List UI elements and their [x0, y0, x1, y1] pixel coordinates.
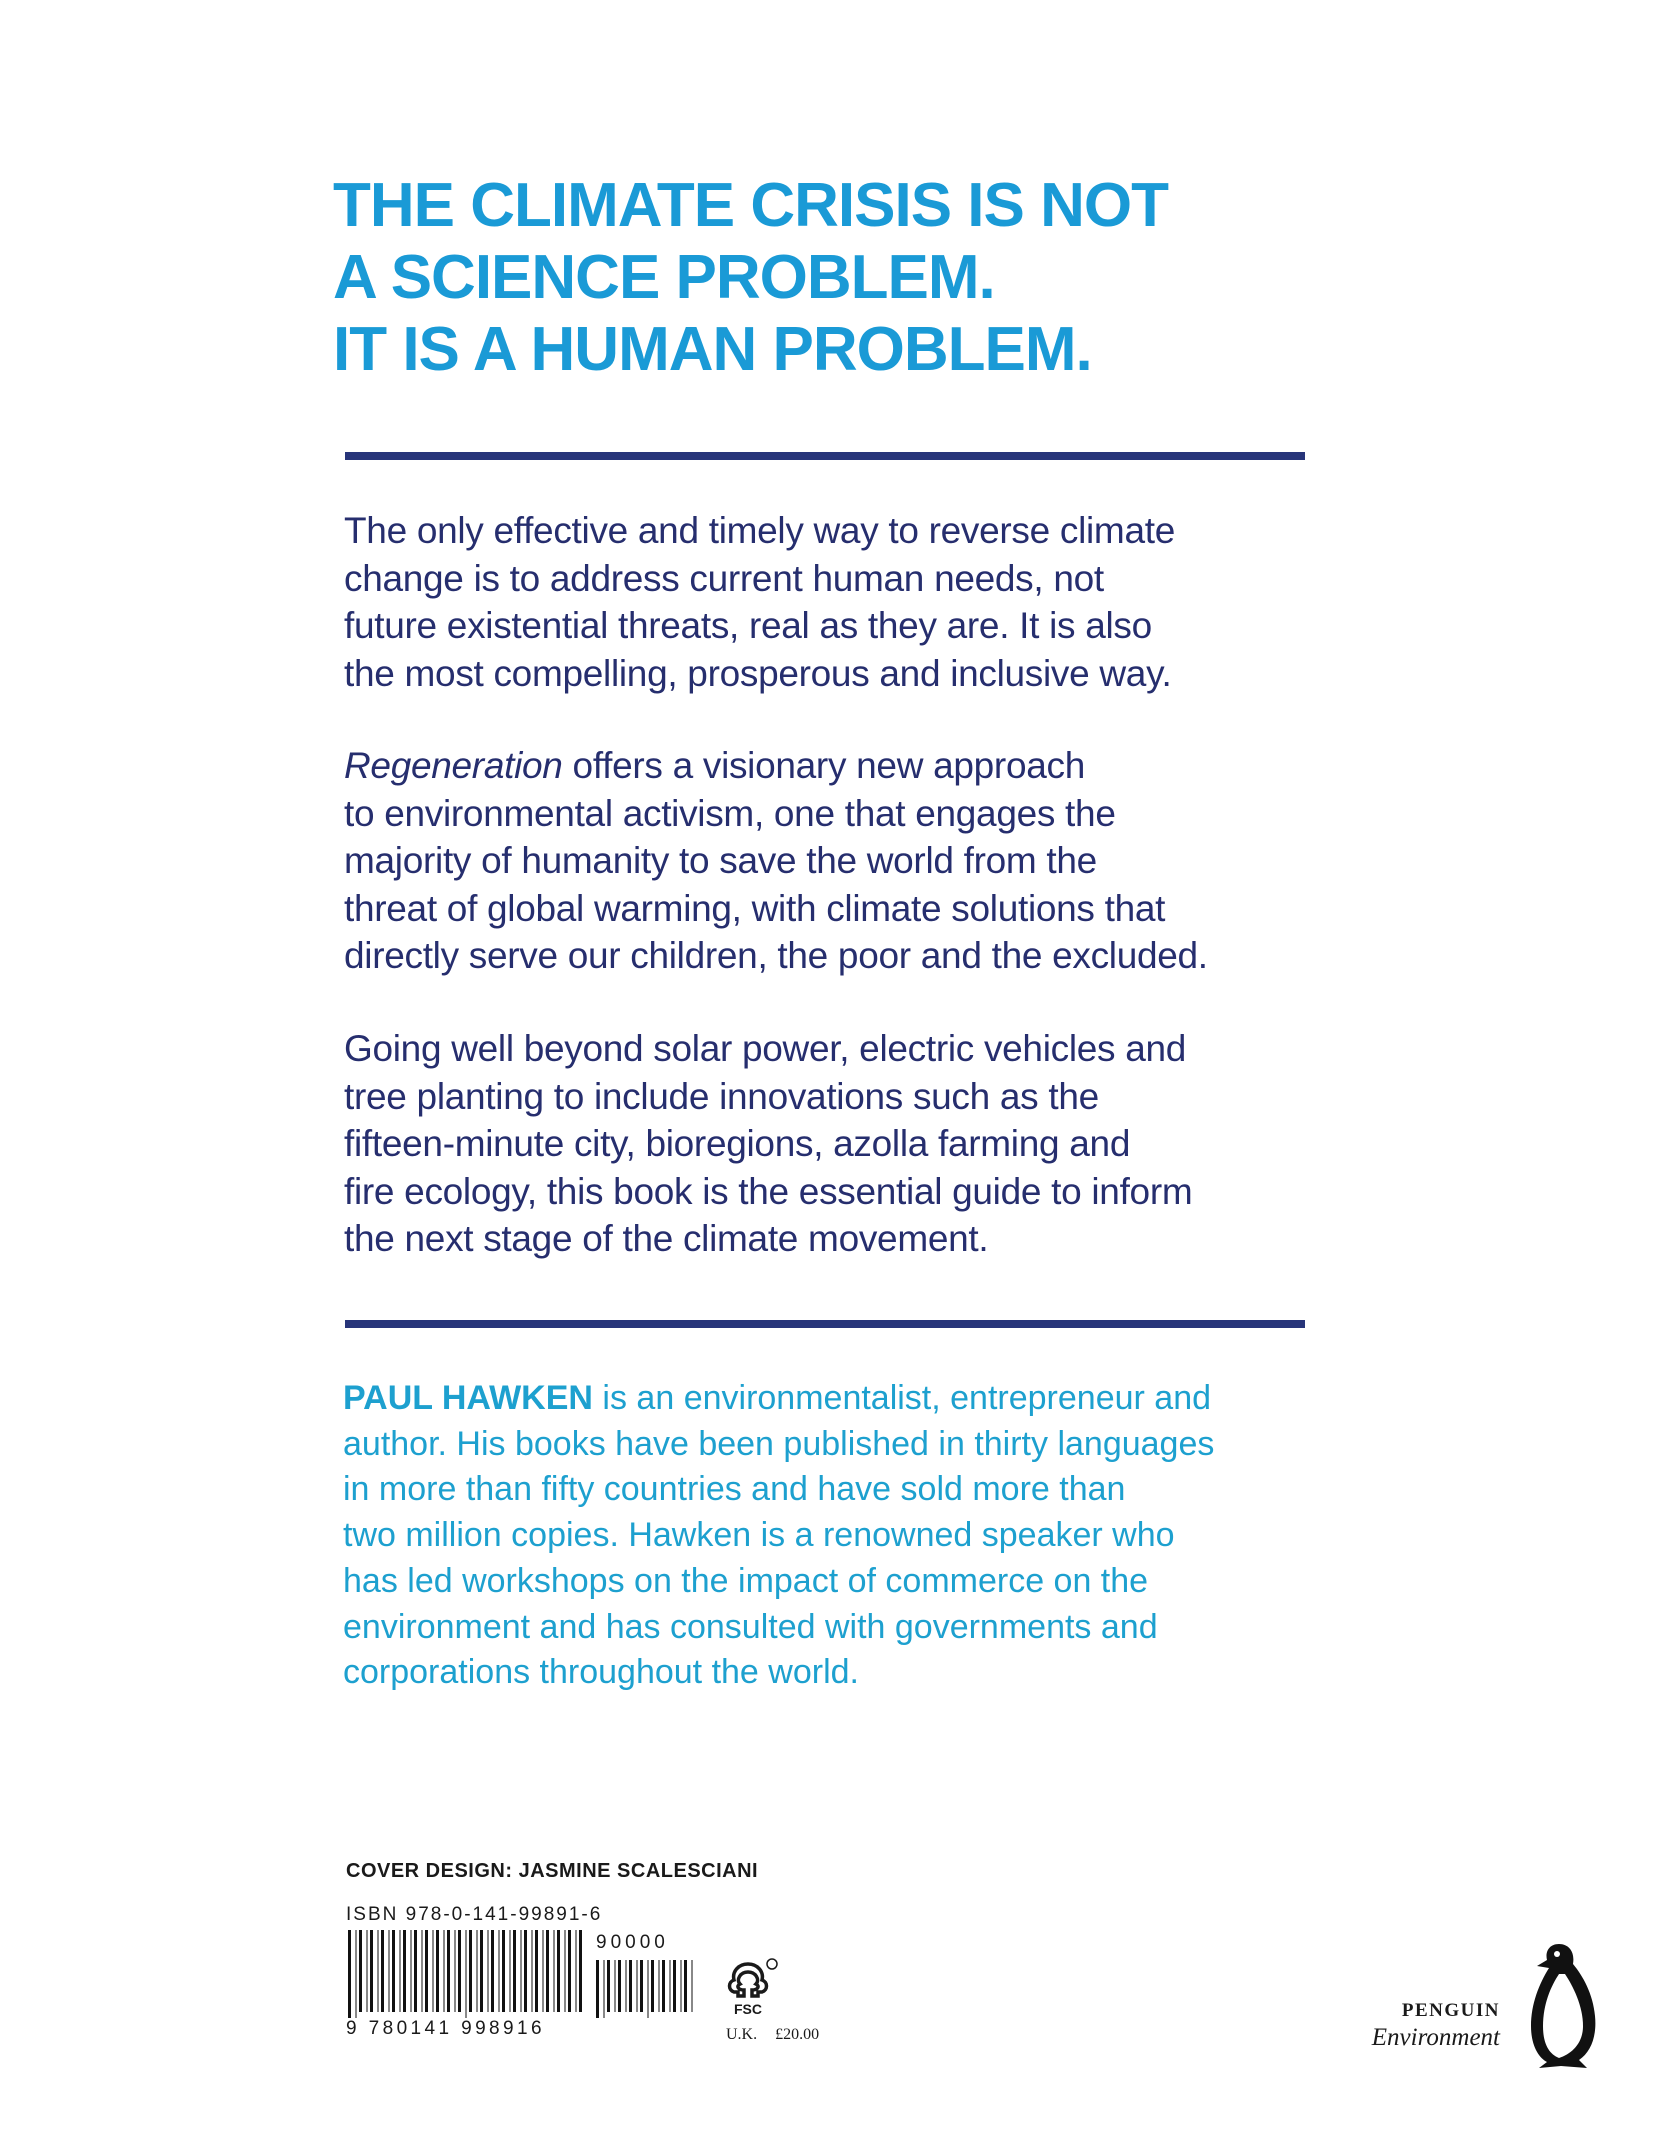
headline-line-2: A SCIENCE PROBLEM. [333, 243, 995, 312]
barcode-bar [469, 1930, 472, 2012]
barcode-bar [568, 1930, 571, 2012]
paragraph-1 [344, 507, 1304, 697]
barcode-bar [684, 1960, 687, 2012]
barcode-bar [458, 1930, 461, 2012]
paragraph-2-line: threat of global warming, with climate solutions that [344, 887, 1166, 929]
penguin-logo-icon [1525, 1940, 1601, 2070]
ean-barcode [346, 1930, 586, 2018]
barcode-bar [626, 1960, 627, 2012]
barcode-bar [381, 1930, 384, 2012]
paragraph-3-line: fire ecology, this book is the essential guide to inform [344, 1170, 1193, 1212]
barcode-bar [637, 1960, 638, 2012]
bio-line: environment and has consulted with governments and [343, 1607, 1158, 1646]
paragraph-3 [344, 1025, 1304, 1263]
barcode-bar [356, 1930, 357, 2018]
publisher-imprint: Environment [1371, 2024, 1500, 2051]
barcode-bar [370, 1930, 373, 2012]
barcode-bar [502, 1930, 505, 2012]
ean-barcode-digits: 9 780141 998916 [346, 2018, 545, 2039]
paragraph-3-line: tree planting to include innovations such as the [344, 1075, 1099, 1117]
barcode-bar [499, 1930, 500, 2012]
barcode-bar [607, 1960, 610, 2012]
barcode-bar [425, 1930, 428, 2012]
paragraph-3-line: fifteen-minute city, bioregions, azolla farming and [344, 1123, 1131, 1164]
barcode-bar [681, 1960, 682, 2012]
barcode-bar [400, 1930, 401, 2012]
barcode-bar [532, 1930, 533, 2012]
paragraph-1-line: The only effective and timely way to reverse climate [344, 510, 1175, 551]
barcode-bar [557, 1930, 560, 2012]
barcode-bar [659, 1960, 660, 2012]
barcode-bar [414, 1930, 417, 2012]
barcode-bar [359, 1930, 362, 2012]
barcode-bar [447, 1930, 450, 2012]
barcode-bar [648, 1960, 649, 2018]
barcode-bar [433, 1930, 434, 2012]
top-divider [345, 452, 1305, 460]
barcode-bar [436, 1930, 439, 2012]
barcode-bar [543, 1930, 544, 2012]
publisher-name: PENGUIN [1401, 2000, 1500, 2021]
barcode-bar [546, 1930, 549, 2012]
book-title: Regeneration [344, 745, 563, 786]
barcode-bar [466, 1930, 467, 2018]
price: U.K. £20.00 [726, 2026, 820, 2043]
barcode-bar [579, 1930, 582, 2012]
barcode-bar [662, 1960, 665, 2012]
barcode-bar [615, 1960, 616, 2012]
barcode-bar [477, 1930, 478, 2012]
barcode-bar [422, 1930, 423, 2012]
barcode-bar [455, 1930, 456, 2012]
paragraph-1-line: change is to address current human needs, not [344, 557, 1104, 599]
paragraph-2-line: to environmental activism, one that engages the [344, 792, 1116, 834]
barcode-bar [411, 1930, 412, 2012]
paragraph-2-line: Regeneration offers a visionary new approach [344, 745, 1085, 786]
barcode-bar [480, 1930, 483, 2012]
barcode-bar [389, 1930, 390, 2012]
bio-line: two million copies. Hawken is a renowned speaker who [343, 1516, 1175, 1555]
publisher-mark [1350, 2000, 1500, 2052]
barcode-bar [651, 1960, 654, 2012]
author-bio [343, 1376, 1323, 1696]
fsc-logo-icon [716, 1956, 780, 2020]
paragraph-3-line: the next stage of the climate movement. [344, 1218, 989, 1259]
headline [333, 170, 1383, 386]
bio-line: PAUL HAWKEN is an environmentalist, entrepreneur and [343, 1379, 1212, 1417]
barcode-bar [673, 1960, 676, 2012]
barcode-bar [378, 1930, 379, 2012]
addon-barcode [594, 1960, 698, 2018]
bio-line: in more than fifty countries and have sold more than [343, 1470, 1126, 1509]
fsc-text: FSC [734, 2001, 762, 2017]
barcode-bar [521, 1930, 522, 2012]
headline-line-3: IT IS A HUMAN PROBLEM. [333, 315, 1092, 384]
bio-line: has led workshops on the impact of commerce on the [343, 1561, 1149, 1600]
barcode-bar [444, 1930, 445, 2012]
barcode-bar [596, 1960, 599, 2018]
paragraph-1-line: future existential threats, real as they are. It is also [344, 605, 1152, 646]
barcode-bar [554, 1930, 555, 2012]
barcode-bar [524, 1930, 527, 2012]
barcode-bar [576, 1930, 577, 2012]
paragraph-1-line: the most compelling, prosperous and inclusive way. [344, 652, 1172, 694]
paragraph-2 [344, 742, 1304, 980]
barcode-bar [513, 1930, 516, 2012]
isbn-label: ISBN 978-0-141-99891-6 [346, 1904, 603, 1925]
barcode-bar [488, 1930, 489, 2012]
barcode-bar [510, 1930, 511, 2012]
barcode-bar [367, 1930, 368, 2012]
barcode-bar [629, 1960, 632, 2012]
barcode-bar [392, 1930, 395, 2012]
barcode-bar [403, 1930, 406, 2012]
barcode-bar [670, 1960, 671, 2012]
bio-line: corporations throughout the world. [343, 1653, 859, 1692]
barcode-bar [565, 1930, 566, 2012]
bottom-divider [345, 1320, 1305, 1328]
addon-barcode-digits: 90000 [596, 1932, 669, 1953]
paragraph-3-line: Going well beyond solar power, electric vehicles and [344, 1028, 1187, 1069]
barcode-bar [535, 1930, 538, 2012]
bio-line: author. His books have been published in thirty languages [343, 1424, 1215, 1463]
barcode-bar [604, 1960, 605, 2018]
barcode-bar [692, 1960, 693, 2012]
barcode-bar [491, 1930, 494, 2012]
headline-line-1: THE CLIMATE CRISIS IS NOT [333, 171, 1168, 240]
author-name: PAUL HAWKEN [343, 1379, 593, 1417]
paragraph-2-line: majority of humanity to save the world from the [344, 840, 1097, 881]
barcode-bar [348, 1930, 351, 2018]
barcode-bar [618, 1960, 621, 2012]
paragraph-2-line: directly serve our children, the poor and the excluded. [344, 935, 1208, 976]
barcode-bar [640, 1960, 643, 2012]
cover-design-credit: COVER DESIGN: JASMINE SCALESCIANI [346, 1860, 759, 1882]
